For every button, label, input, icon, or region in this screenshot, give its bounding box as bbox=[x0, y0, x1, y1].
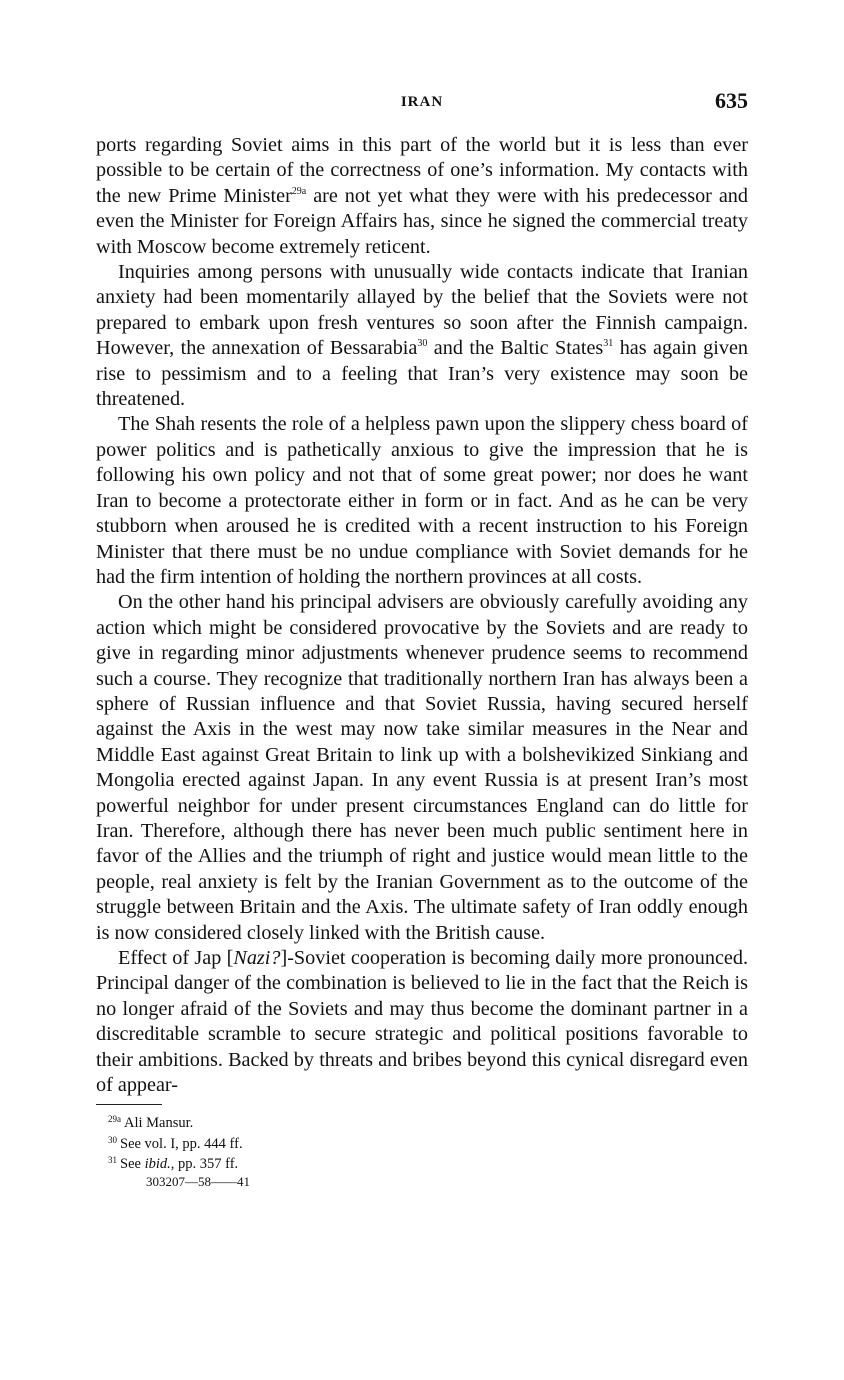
running-title: IRAN bbox=[400, 94, 444, 110]
footnote-ref-31: 31 bbox=[603, 338, 614, 350]
footnote-divider bbox=[96, 1104, 162, 1105]
document-page bbox=[96, 88, 748, 1190]
footnote-ref-29a: 29a bbox=[291, 185, 307, 197]
running-header bbox=[96, 88, 748, 118]
paragraph-4: On the other hand his principal advisers are obviously carefully avoiding any action which might be considered provocative by the Soviets and are ready to give in regarding minor adjustments whenever prudence seems to recommend such a course. They recognize that traditionally northern Iran has always been a sphere of Russian influence and that Soviet Russia, having secured herself against the Axis in the west may now take similar measures in the Near and Middle East against Great Britain to link up with a bolshevikized Sinkiang and Mongolia erected against Japan. In any event Russia is at present Iran’s most powerful neighbor for under present circumstances England can do little for Iran. Therefore, although there has never been much public sentiment here in favor of the Allies and the triumph of right and justice would mean little to the people, real anxiety is felt by the Iranian Government as to the outcome of the struggle between Britain and the Axis. The ultimate safety of Iran oddly enough is now considered closely linked with the British cause. bbox=[96, 591, 748, 944]
page-number: 635 bbox=[715, 88, 748, 113]
printer-line: 303207—58——41 bbox=[146, 1173, 250, 1189]
footnote-30: $^{30}$ See vol. I, pp. 444 ff. bbox=[108, 1134, 243, 1152]
paragraph-3: The Shah resents the role of a helpless pawn upon the slippery chess board of power politics and is pathetically anxious to give the impression that he is following his own policy and not that of some great power; nor does he want Iran to become a protectorate either in form or in fact. And as he can be very stubborn when aroused he is credited with a recent instruction to his Foreign Minister that there must be no undue compliance with Soviet demands for he had the firm intention of holding the northern provinces at all costs. bbox=[96, 413, 748, 588]
paragraph-1: ports regarding Soviet aims in this part of the world but it is less than ever possible to be certain of the correctness of one’s information. My contacts with the new Prime Minister$^{29a}$ are not yet what they were with his predecessor and even the Minister for Foreign Affairs has, since he signed the commercial treaty with Moscow become extremely reticent. bbox=[96, 134, 748, 258]
footnotes bbox=[96, 1111, 748, 1190]
footnote-ref-30: 30 bbox=[417, 338, 428, 350]
paragraph-2: Inquiries among persons with unusually wide contacts indicate that Iranian anxiety had been momentarily allayed by the belief that the Soviets were not prepared to embark upon fresh ventures so soon after the Finnish campaign. However, the annexation of Bessarabia$^{30}$ and the Baltic States$^{31}$ has again given rise to pessimism and to a feeling that Iran’s very existence may soon be threatened. bbox=[96, 261, 748, 411]
body-text bbox=[96, 133, 748, 1098]
paragraph-5: Effect of Jap [Nazi?]-Soviet cooperation is becoming daily more pronounced. Principal danger of the combination is believed to lie in the fact that the Reich is no longer afraid of the Soviets and may thus become the dominant partner in a discreditable scramble to secure strategic and political positions favorable to their ambitions. Backed by threats and bribes beyond this cynical disregard even of appear- bbox=[96, 947, 749, 1097]
footnote-29a: $^{29a}$ Ali Mansur. bbox=[108, 1114, 194, 1132]
footnote-31: $^{31}$ See ibid., pp. 357 ff. bbox=[108, 1155, 239, 1173]
